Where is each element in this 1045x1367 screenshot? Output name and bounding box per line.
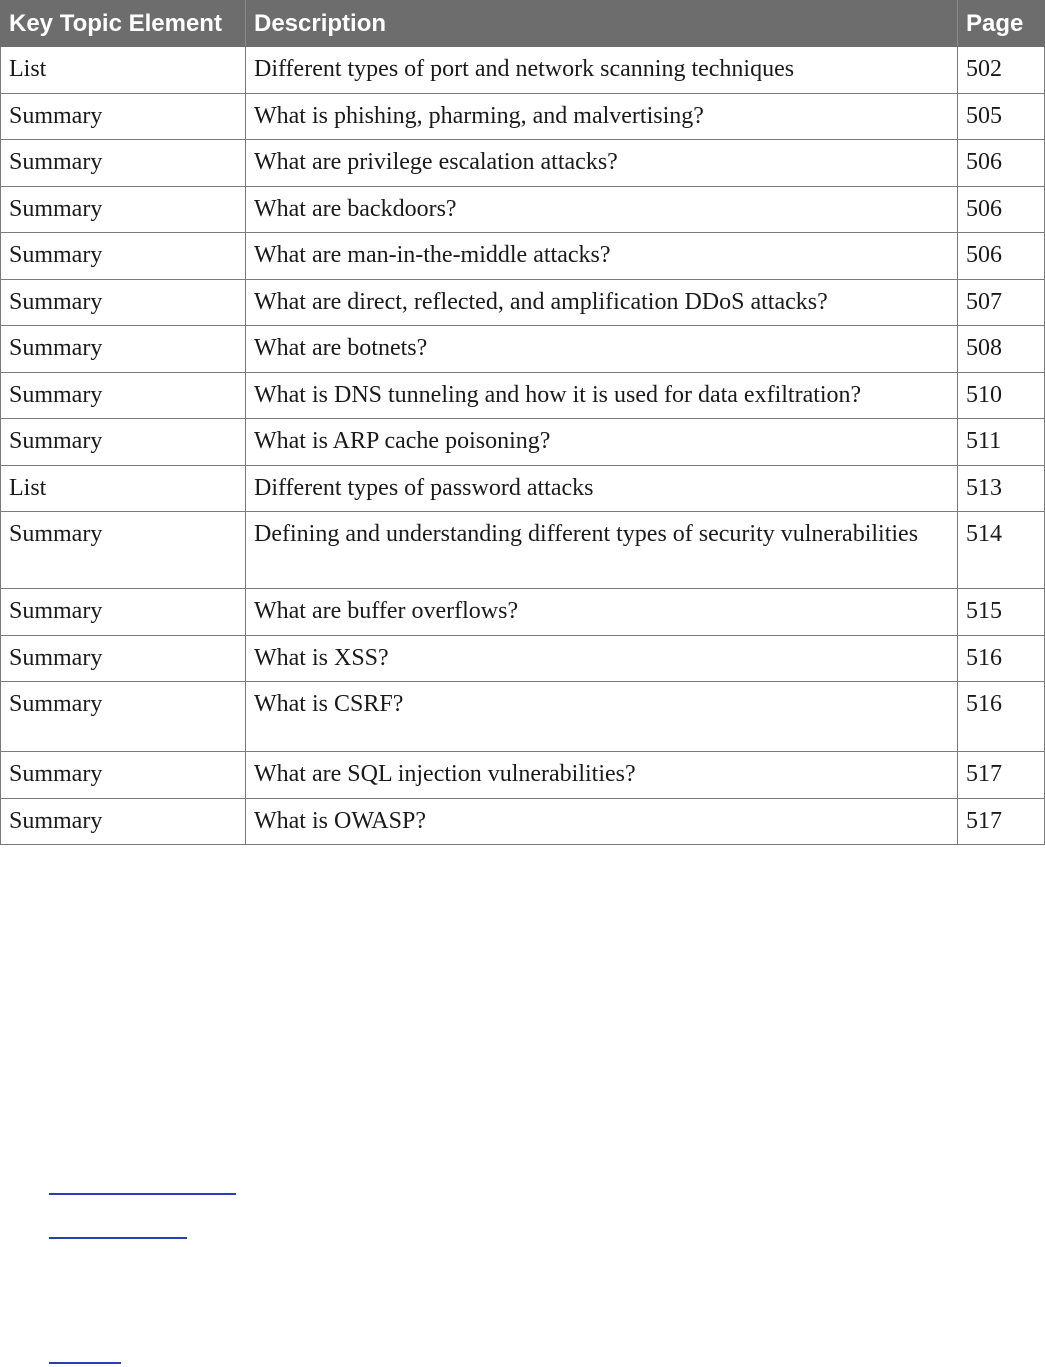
row-page: 506 [958,140,1045,187]
table-row [1,326,1045,373]
row-element: Summary [1,279,246,326]
row-page: 510 [958,372,1045,419]
table-row [1,589,1045,636]
table-header-row [1,1,1045,47]
row-page: 516 [958,682,1045,752]
row-element: Summary [1,635,246,682]
row-description: What are buffer overflows? [246,589,958,636]
row-description: Different types of password attacks [246,465,958,512]
row-element: Summary [1,682,246,752]
row-description: Different types of port and network scanning techniques [246,47,958,94]
row-description: What are SQL injection vulnerabilities? [246,752,958,799]
row-page: 502 [958,47,1045,94]
row-page: 513 [958,465,1045,512]
row-description: What is CSRF? [246,682,958,752]
row-element: Summary [1,326,246,373]
row-element: Summary [1,140,246,187]
table-row [1,186,1045,233]
table-row [1,465,1045,512]
row-page: 506 [958,233,1045,280]
row-description: What is OWASP? [246,798,958,845]
row-page: 515 [958,589,1045,636]
row-page: 517 [958,752,1045,799]
row-element: Summary [1,372,246,419]
table-row [1,682,1045,752]
row-description: What are man-in-the-middle attacks? [246,233,958,280]
table-row [1,752,1045,799]
row-page: 506 [958,186,1045,233]
row-element: List [1,465,246,512]
row-page: 505 [958,93,1045,140]
row-page: 511 [958,419,1045,466]
table-row [1,140,1045,187]
row-description: What is XSS? [246,635,958,682]
table-row [1,419,1045,466]
row-element: Summary [1,93,246,140]
row-element: Summary [1,752,246,799]
row-description: What are backdoors? [246,186,958,233]
row-description: What is phishing, pharming, and malvertising? [246,93,958,140]
link-underline-1[interactable] [49,1193,236,1195]
table-row [1,93,1045,140]
header-key-topic-element: Key Topic Element [1,1,246,47]
row-page: 516 [958,635,1045,682]
row-element: Summary [1,798,246,845]
row-page: 514 [958,512,1045,589]
table-row [1,233,1045,280]
row-description: What are direct, reflected, and amplification DDoS attacks? [246,279,958,326]
link-underline-3[interactable] [49,1362,121,1364]
row-element: Summary [1,589,246,636]
row-page: 517 [958,798,1045,845]
table-row [1,279,1045,326]
row-element: Summary [1,512,246,589]
row-description: What are botnets? [246,326,958,373]
header-page: Page [958,1,1045,47]
table-row [1,47,1045,94]
row-element: Summary [1,419,246,466]
row-description: Defining and understanding different types of security vulnerabilities [246,512,958,589]
table-row [1,798,1045,845]
row-description: What are privilege escalation attacks? [246,140,958,187]
table-row [1,635,1045,682]
row-page: 508 [958,326,1045,373]
table-row [1,372,1045,419]
row-element: List [1,47,246,94]
row-description: What is DNS tunneling and how it is used for data exfiltration? [246,372,958,419]
row-description: What is ARP cache poisoning? [246,419,958,466]
row-element: Summary [1,186,246,233]
row-element: Summary [1,233,246,280]
link-underline-2[interactable] [49,1237,187,1239]
table-row [1,512,1045,589]
header-description: Description [246,1,958,47]
row-page: 507 [958,279,1045,326]
